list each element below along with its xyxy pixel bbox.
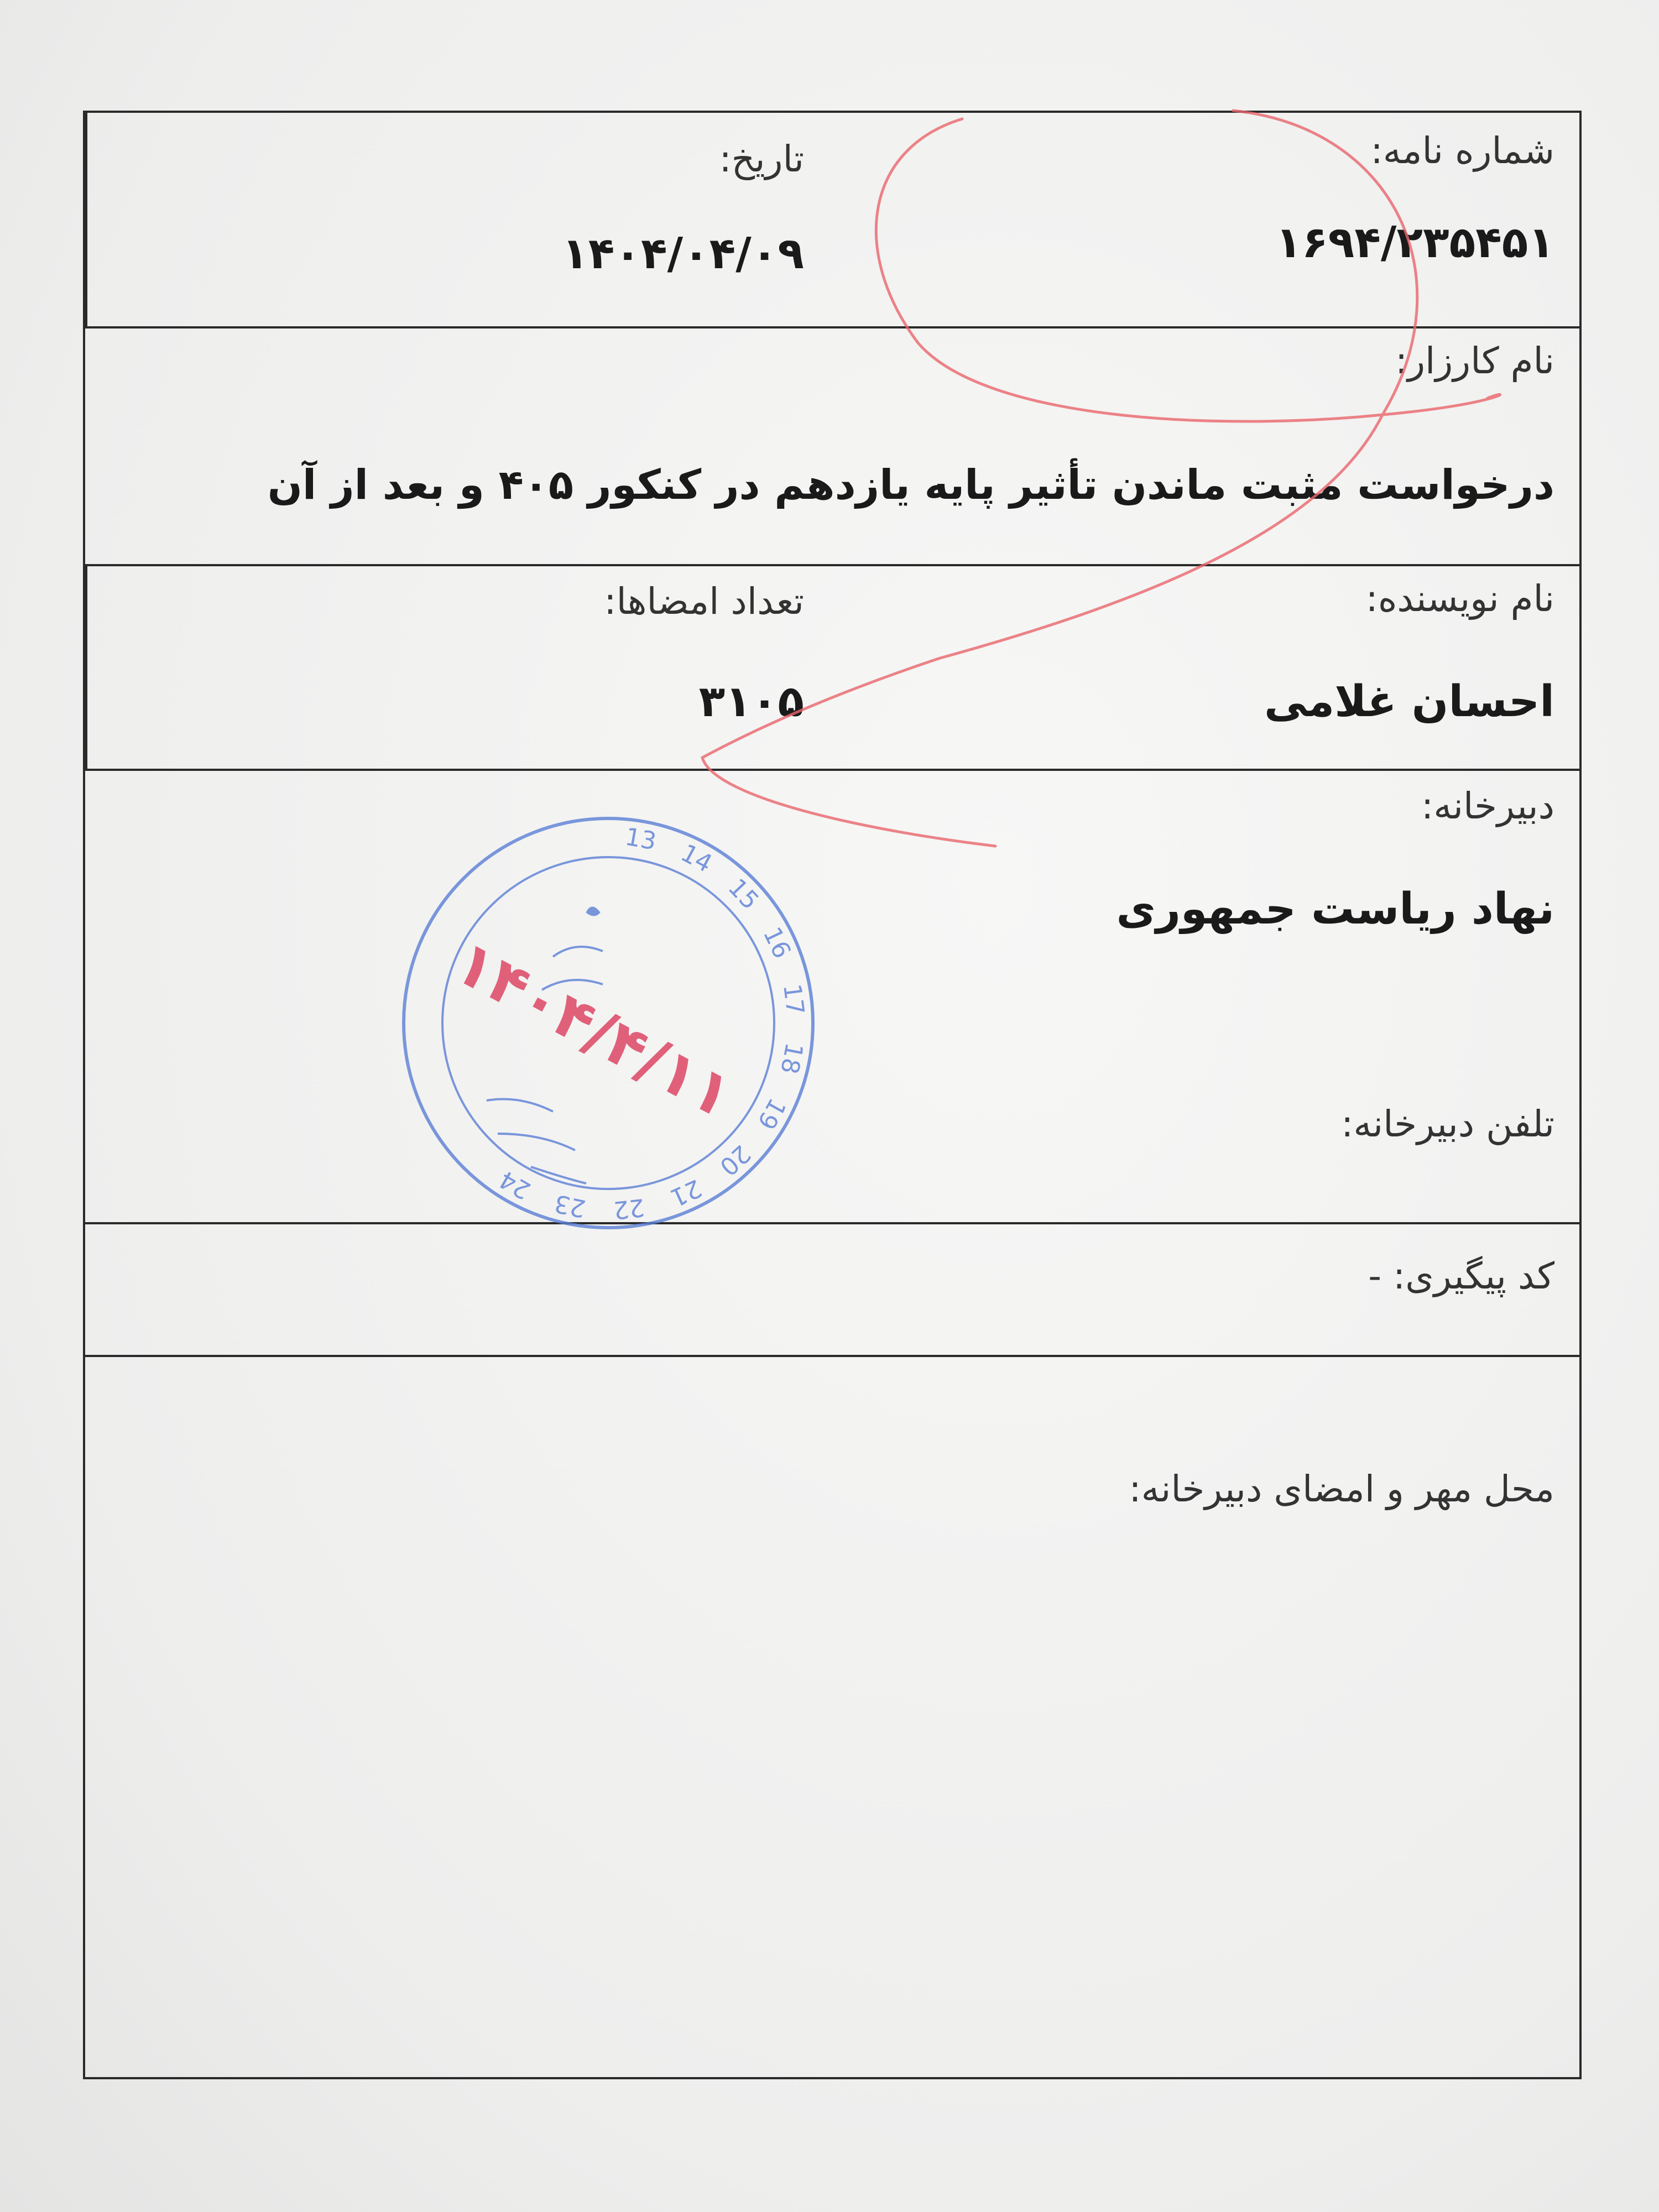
row-stamp-place bbox=[85, 1357, 1579, 2079]
date-label: تاریخ: bbox=[719, 138, 804, 180]
signatures-value: ۳۱۰۵ bbox=[698, 677, 804, 727]
secretariat-phone-label: تلفن دبیرخانه: bbox=[1341, 1103, 1554, 1145]
letter-number-cell bbox=[825, 113, 1579, 326]
row-author-signatures bbox=[85, 566, 1579, 771]
row-secretariat bbox=[85, 771, 1579, 1224]
date-value: ۱۴۰۴/۰۴/۰۹ bbox=[562, 229, 804, 279]
stamp-ring-number: 20 bbox=[714, 1139, 756, 1181]
stamp-place-cell bbox=[85, 1357, 1579, 2079]
author-cell bbox=[825, 566, 1579, 769]
tracking-code-label: کد پیگیری: - bbox=[1368, 1255, 1554, 1297]
signatures-cell bbox=[85, 566, 829, 769]
stamp-ring-number: 18 bbox=[775, 1040, 808, 1077]
campaign-cell bbox=[85, 328, 1579, 564]
secretariat-cell bbox=[85, 771, 1579, 1222]
stamp-ring-number: 21 bbox=[666, 1173, 706, 1212]
campaign-submission-form bbox=[83, 111, 1582, 2079]
secretariat-value: نهاد ریاست جمهوری bbox=[1116, 884, 1554, 934]
secretariat-label: دبیرخانه: bbox=[1421, 785, 1554, 827]
row-campaign bbox=[85, 328, 1579, 566]
stamp-place-label: محل مهر و امضای دبیرخانه: bbox=[1129, 1468, 1554, 1510]
campaign-label: نام کارزار: bbox=[1395, 340, 1554, 382]
stamp-ring-number: 17 bbox=[777, 982, 810, 1017]
stamp-ring-number: 14 bbox=[676, 838, 717, 879]
stamp-ring-number: 19 bbox=[751, 1093, 791, 1134]
letter-number-label: شماره نامه: bbox=[1370, 129, 1554, 172]
row-number-date bbox=[85, 113, 1579, 328]
stamp-ring-number: 13 bbox=[623, 822, 659, 856]
tracking-code-cell bbox=[85, 1224, 1579, 1355]
author-value: احسان غلامی bbox=[1264, 677, 1554, 727]
row-tracking-code bbox=[85, 1224, 1579, 1357]
stamp-ring-number: 23 bbox=[552, 1188, 588, 1223]
campaign-title: درخواست مثبت ماندن تأثیر پایه یازدهم در کنکور ۴۰۵ و بعد از آن bbox=[267, 461, 1554, 509]
author-label: نام نویسنده: bbox=[1365, 577, 1554, 620]
signatures-label: تعداد امضاها: bbox=[604, 580, 804, 623]
stamp-date: ۱۴۰۴/۴/۱۱ bbox=[443, 926, 745, 1132]
stamp-ring-number: 22 bbox=[612, 1192, 646, 1224]
date-cell bbox=[85, 113, 829, 326]
letter-number-value: ۱۶۹۴/۲۳۵۴۵۱ bbox=[1275, 218, 1554, 268]
stamp-ring-number: 16 bbox=[757, 922, 796, 963]
stamp-ring-number: 15 bbox=[722, 873, 765, 915]
stamp-ring-number: 24 bbox=[494, 1165, 536, 1205]
